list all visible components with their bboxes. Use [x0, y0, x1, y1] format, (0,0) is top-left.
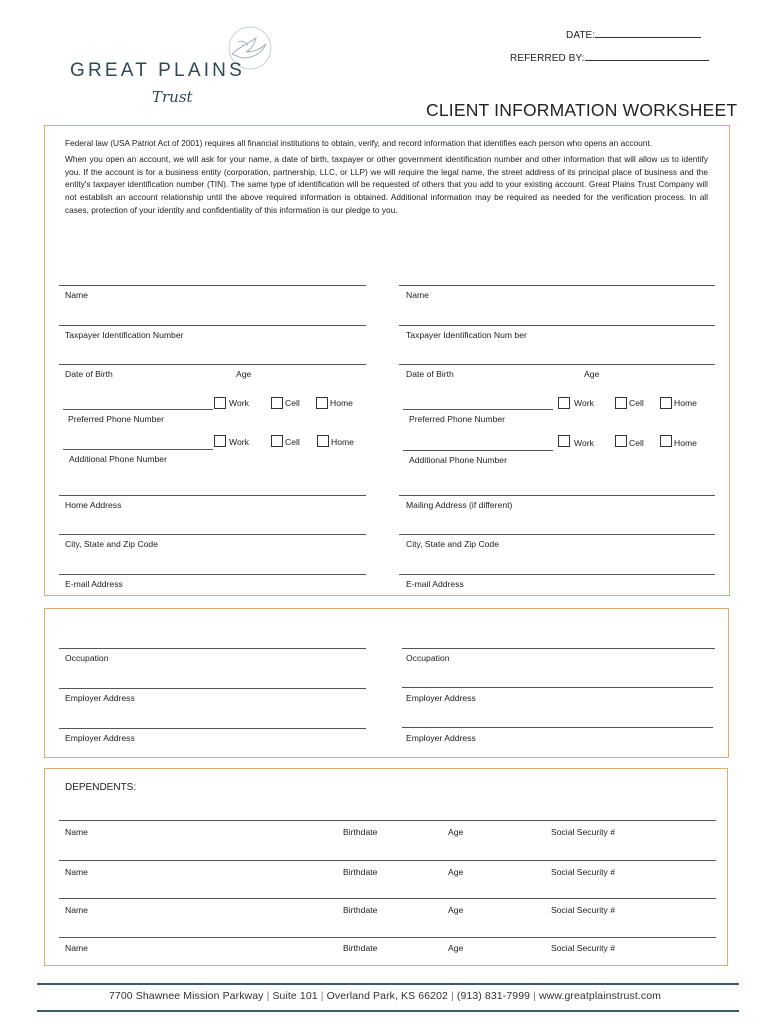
- city-line-right[interactable]: [399, 534, 715, 535]
- tin-label-left: Taxpayer Identification Number: [65, 330, 184, 340]
- employer-address-line-right-1[interactable]: [402, 687, 713, 688]
- dependents-heading: DEPENDENTS:: [65, 782, 137, 793]
- city-line-left[interactable]: [59, 534, 366, 535]
- additional-home-label-left: Home: [331, 437, 354, 447]
- name-label-right: Name: [406, 290, 429, 300]
- logo-wordmark: GREAT PLAINS: [70, 60, 245, 81]
- preferred-cell-checkbox-right[interactable]: [615, 397, 627, 409]
- additional-cell-label-left: Cell: [285, 437, 300, 447]
- preferred-home-label-right: Home: [674, 398, 697, 408]
- preferred-home-checkbox-left[interactable]: [316, 397, 328, 409]
- preferred-phone-line-right[interactable]: [403, 409, 553, 410]
- dependent-row-4-age: Age: [448, 943, 464, 953]
- preferred-cell-checkbox-left[interactable]: [271, 397, 283, 409]
- date-label: DATE:: [566, 30, 596, 41]
- date-input-line[interactable]: [595, 37, 701, 38]
- notice-paragraph-2: When you open an account, we will ask for your name, a date of birth, taxpayer or other government identification number and other information that will allow us to identify you. If the account is for a business entity (corporation, partnership, LLC, or LLP) we will require the legal name, the street address of its principal place of business and the entity's taxpayer identification number (TIN). The same type of identification will be requested of others that you add to your existing account. Great Plains Trust Company will not establish an account relationship until the above required information is obtained. Additional information may be required as needed for the verification process. In all cases, protection of your identity and confidentiality of this information is our pledge to you.: [65, 153, 708, 215]
- preferred-work-checkbox-right[interactable]: [558, 397, 570, 409]
- footer-bottom-rule: [37, 1010, 739, 1012]
- dependent-row-1-line[interactable]: [59, 820, 716, 821]
- dob-label-right: Date of Birth: [406, 369, 454, 379]
- preferred-phone-line-left[interactable]: [63, 409, 213, 410]
- employer-address-line-left-1[interactable]: [59, 688, 366, 689]
- preferred-cell-label-left: Cell: [285, 398, 300, 408]
- dependent-row-1-age: Age: [448, 827, 464, 837]
- employer-address-line-left-2[interactable]: [59, 728, 366, 729]
- occupation-line-left[interactable]: [59, 648, 366, 649]
- preferred-phone-label-right: Preferred Phone Number: [409, 414, 506, 424]
- additional-work-label-right: Work: [574, 438, 594, 448]
- email-label-left: E-mail Address: [65, 579, 123, 589]
- dob-label-left: Date of Birth: [65, 369, 113, 379]
- additional-phone-label-left: Additional Phone Number: [69, 454, 167, 464]
- additional-work-label-left: Work: [229, 437, 249, 447]
- additional-home-label-right: Home: [674, 438, 697, 448]
- email-label-right: E-mail Address: [406, 579, 464, 589]
- employer-address-label-left-1: Employer Address: [65, 693, 135, 703]
- additional-phone-line-right[interactable]: [403, 450, 553, 451]
- mailing-address-line[interactable]: [399, 495, 715, 496]
- name-line-left[interactable]: [59, 285, 366, 286]
- additional-phone-line-left[interactable]: [63, 449, 213, 450]
- age-label-right: Age: [584, 369, 600, 379]
- email-line-right[interactable]: [399, 574, 715, 575]
- additional-phone-label-right: Additional Phone Number: [409, 455, 507, 465]
- preferred-home-checkbox-right[interactable]: [660, 397, 672, 409]
- dependent-row-3-age: Age: [448, 905, 464, 915]
- dependent-row-1-ssn: Social Security #: [551, 827, 616, 837]
- additional-cell-checkbox-left[interactable]: [271, 435, 283, 447]
- name-label-left: Name: [65, 290, 88, 300]
- footer-phone: (913) 831-7999: [456, 990, 531, 1002]
- dependent-row-2-ssn: Social Security #: [551, 867, 616, 877]
- tin-line-left[interactable]: [59, 325, 366, 326]
- home-address-line[interactable]: [59, 495, 366, 496]
- footer-top-rule: [37, 983, 739, 985]
- dependent-row-1-birthdate: Birthdate: [343, 827, 378, 837]
- employer-address-label-right-2: Employer Address: [406, 733, 476, 743]
- footer-suite: Suite 101: [272, 990, 318, 1002]
- additional-cell-label-right: Cell: [629, 438, 644, 448]
- dependent-row-3-name: Name: [65, 905, 88, 915]
- dependent-row-4-name: Name: [65, 943, 88, 953]
- notice-paragraph-1: Federal law (USA Patriot Act of 2001) requires all financial institutions to obtain, verify, and record information that identifies each person who opens an account.: [65, 138, 652, 148]
- patriot-act-notice: [65, 137, 708, 220]
- dependent-row-3-ssn: Social Security #: [551, 905, 616, 915]
- preferred-work-label-left: Work: [229, 398, 249, 408]
- company-logo: [68, 22, 283, 114]
- footer-website-link[interactable]: www.greatplainstrust.com: [538, 990, 661, 1002]
- name-line-right[interactable]: [399, 285, 715, 286]
- referred-by-field[interactable]: [510, 53, 709, 64]
- referred-by-label: REFERRED BY:: [510, 53, 585, 64]
- mailing-address-label: Mailing Address (if different): [406, 500, 513, 510]
- employer-address-line-right-2[interactable]: [402, 727, 713, 728]
- age-label-left: Age: [236, 369, 252, 379]
- footer-city: Overland Park, KS 66202: [326, 990, 448, 1002]
- occupation-label-left: Occupation: [65, 653, 109, 663]
- dependent-row-2-birthdate: Birthdate: [343, 867, 378, 877]
- additional-home-checkbox-right[interactable]: [660, 435, 672, 447]
- city-label-left: City, State and Zip Code: [65, 539, 158, 549]
- dob-line-left[interactable]: [59, 364, 366, 365]
- dependent-row-1-name: Name: [65, 827, 88, 837]
- dependent-row-4-line[interactable]: [59, 937, 716, 938]
- preferred-phone-label-left: Preferred Phone Number: [68, 414, 165, 424]
- additional-work-checkbox-right[interactable]: [558, 435, 570, 447]
- dependent-row-2-age: Age: [448, 867, 464, 877]
- preferred-work-label-right: Work: [574, 398, 594, 408]
- tin-line-right[interactable]: [399, 325, 715, 326]
- dependent-row-4-ssn: Social Security #: [551, 943, 616, 953]
- footer-address: 7700 Shawnee Mission Parkway: [108, 990, 264, 1002]
- additional-work-checkbox-left[interactable]: [214, 435, 226, 447]
- preferred-cell-label-right: Cell: [629, 398, 644, 408]
- preferred-home-label-left: Home: [330, 398, 353, 408]
- additional-home-checkbox-left[interactable]: [317, 435, 329, 447]
- additional-cell-checkbox-right[interactable]: [615, 435, 627, 447]
- employer-address-label-left-2: Employer Address: [65, 733, 135, 743]
- occupation-line-right[interactable]: [402, 648, 715, 649]
- tin-label-right: Taxpayer Identification Num ber: [406, 330, 527, 340]
- referred-by-input-line[interactable]: [585, 60, 709, 61]
- occupation-label-right: Occupation: [406, 653, 450, 663]
- logo-script: Trust: [152, 88, 193, 106]
- dependent-row-2-name: Name: [65, 867, 88, 877]
- date-field[interactable]: [566, 30, 701, 41]
- dependent-row-3-birthdate: Birthdate: [343, 905, 378, 915]
- employer-address-label-right-1: Employer Address: [406, 693, 476, 703]
- dependent-row-2-line[interactable]: [59, 860, 716, 861]
- email-line-left[interactable]: [59, 574, 366, 575]
- city-label-right: City, State and Zip Code: [406, 539, 499, 549]
- home-address-label: Home Address: [65, 500, 122, 510]
- footer-contact: 7700 Shawnee Mission Parkway | Suite 101 | Overland Park, KS 66202 | (913) 831-7999 | www.greatplainstrust.com: [108, 990, 661, 1002]
- employment-section: [44, 608, 729, 758]
- dob-line-right[interactable]: [399, 364, 715, 365]
- dependent-row-3-line[interactable]: [59, 898, 716, 899]
- page-title: CLIENT INFORMATION WORKSHEET: [426, 100, 738, 120]
- preferred-work-checkbox-left[interactable]: [214, 397, 226, 409]
- client-info-section: [44, 125, 730, 596]
- dependent-row-4-birthdate: Birthdate: [343, 943, 378, 953]
